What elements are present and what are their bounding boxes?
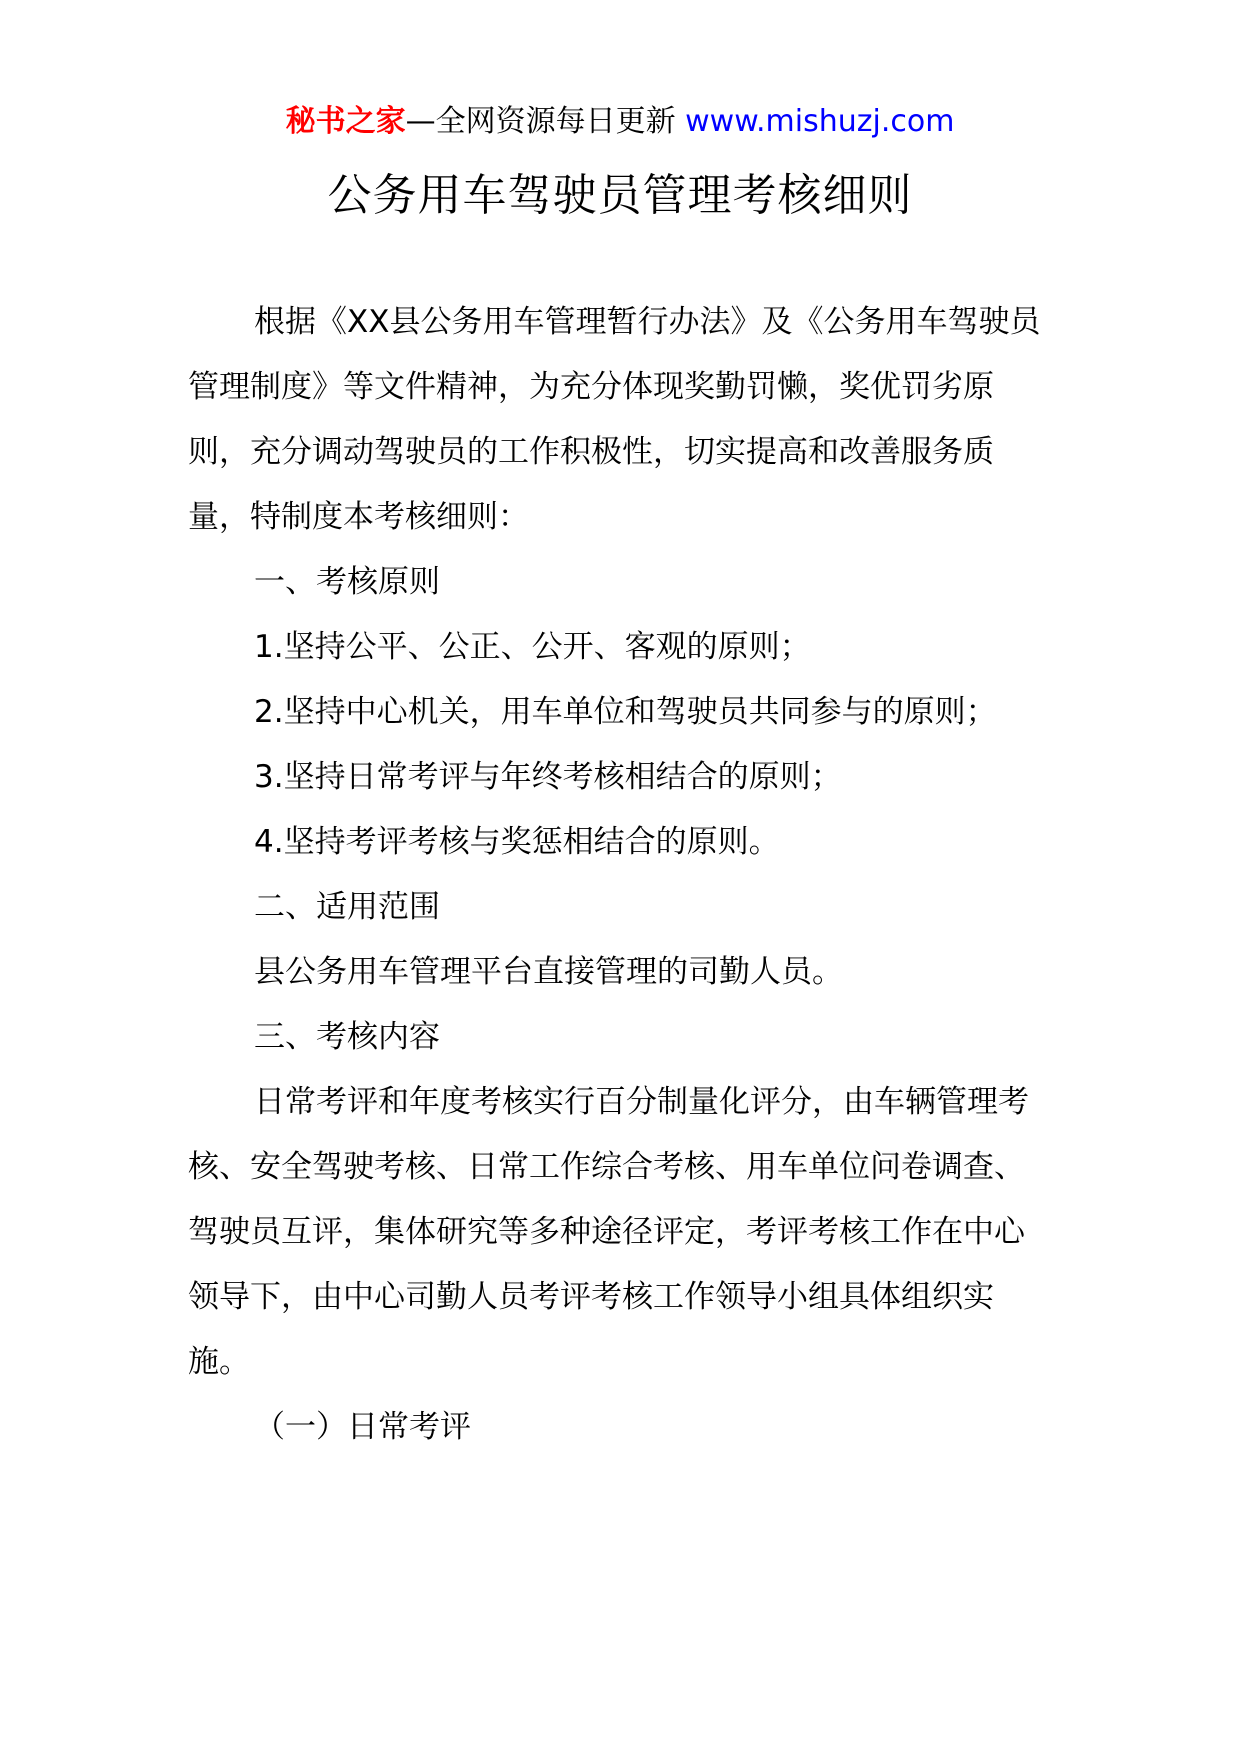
document-body bbox=[188, 290, 1048, 1460]
principle-item-4: 4.坚持考评考核与奖惩相结合的原则。 bbox=[254, 824, 780, 860]
header-tagline: —全网资源每日更新 bbox=[405, 104, 686, 139]
document-title: 公务用车驾驶员管理考核细则 bbox=[327, 170, 913, 221]
subsection-heading-daily: （一）日常考评 bbox=[254, 1409, 471, 1445]
principle-item-1: 1.坚持公平、公正、公开、客观的原则； bbox=[254, 629, 811, 665]
site-url-link[interactable]: www.mishuzj.com bbox=[685, 104, 955, 139]
principle-item-2: 2.坚持中心机关，用车单位和驾驶员共同参与的原则； bbox=[254, 694, 997, 730]
scope-paragraph: 县公务用车管理平台直接管理的司勤人员。 bbox=[254, 954, 843, 990]
section-heading-scope: 二、适用范围 bbox=[254, 889, 440, 925]
section-heading-principles: 一、考核原则 bbox=[254, 564, 440, 600]
intro-paragraph: 根据《XX县公务用车管理暂行办法》及《公务用车驾驶员管理制度》等文件精神，为充分体现奖勤罚懒，奖优罚劣原则，充分调动驾驶员的工作积极性，切实提高和改善服务质量，特制度本考核细则： bbox=[188, 304, 1041, 535]
section-heading-content: 三、考核内容 bbox=[254, 1019, 440, 1055]
content-paragraph: 日常考评和年度考核实行百分制量化评分，由车辆管理考核、安全驾驶考核、日常工作综合考核、用车单位问卷调查、驾驶员互评，集体研究等多种途径评定，考评考核工作在中心领导下，由中心司勤人员考评考核工作领导小组具体组织实施。 bbox=[188, 1084, 1029, 1380]
principle-item-3: 3.坚持日常考评与年终考核相结合的原则； bbox=[254, 759, 842, 795]
site-header bbox=[0, 100, 1240, 144]
brand-name: 秘书之家 bbox=[285, 104, 406, 139]
